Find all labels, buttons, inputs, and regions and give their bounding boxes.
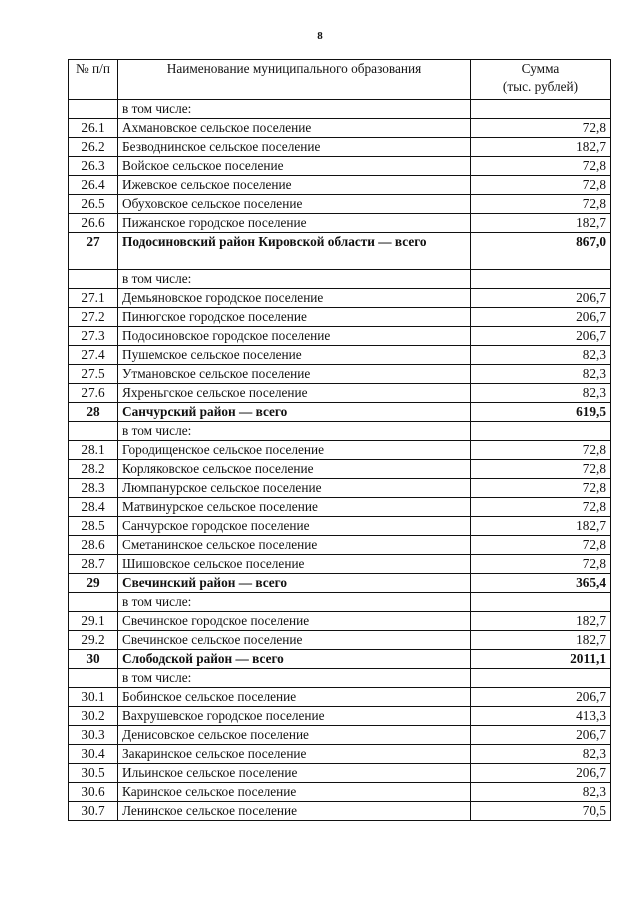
row-name: в том числе:	[118, 669, 471, 688]
table-row	[69, 157, 611, 176]
row-number: 26.3	[69, 157, 118, 176]
table-row	[69, 308, 611, 327]
row-name: Матвинурское сельское поселение	[118, 498, 471, 517]
row-sum: 82,3	[471, 783, 611, 802]
row-name: Закаринское сельское поселение	[118, 745, 471, 764]
table-row	[69, 745, 611, 764]
row-sum: 206,7	[471, 688, 611, 707]
row-name: Подосиновский район Кировской области — всего	[118, 233, 471, 270]
table-row	[69, 593, 611, 612]
table-row	[69, 422, 611, 441]
row-sum: 82,3	[471, 384, 611, 403]
row-name: Санчурский район — всего	[118, 403, 471, 422]
row-sum: 206,7	[471, 327, 611, 346]
row-number	[69, 669, 118, 688]
table-row	[69, 138, 611, 157]
table-row	[69, 574, 611, 593]
table-row	[69, 707, 611, 726]
row-number: 28.2	[69, 460, 118, 479]
row-sum: 72,8	[471, 498, 611, 517]
row-number: 30.5	[69, 764, 118, 783]
table-row	[69, 802, 611, 821]
row-sum	[471, 100, 611, 119]
row-name: в том числе:	[118, 422, 471, 441]
table-row	[69, 688, 611, 707]
row-number: 28.4	[69, 498, 118, 517]
row-number: 28.5	[69, 517, 118, 536]
table-row	[69, 289, 611, 308]
row-number: 29.2	[69, 631, 118, 650]
table-row	[69, 650, 611, 669]
row-number: 28.1	[69, 441, 118, 460]
row-sum: 72,8	[471, 555, 611, 574]
row-name: Городищенское сельское поселение	[118, 441, 471, 460]
row-name: Сметанинское сельское поселение	[118, 536, 471, 555]
row-number: 26.4	[69, 176, 118, 195]
row-number: 26.1	[69, 119, 118, 138]
row-number: 27.1	[69, 289, 118, 308]
table-row	[69, 479, 611, 498]
row-name: Санчурское городское поселение	[118, 517, 471, 536]
row-name: Безводнинское сельское поселение	[118, 138, 471, 157]
row-name: Вахрушевское городское поселение	[118, 707, 471, 726]
row-name: Пижанское городское поселение	[118, 214, 471, 233]
row-name: Ижевское сельское поселение	[118, 176, 471, 195]
table-row	[69, 403, 611, 422]
row-name: Обуховское сельское поселение	[118, 195, 471, 214]
table-row	[69, 536, 611, 555]
row-sum: 72,8	[471, 441, 611, 460]
row-name: в том числе:	[118, 593, 471, 612]
row-number: 27.6	[69, 384, 118, 403]
row-sum: 72,8	[471, 536, 611, 555]
row-sum	[471, 669, 611, 688]
row-number: 26.6	[69, 214, 118, 233]
table-row	[69, 555, 611, 574]
table-row	[69, 214, 611, 233]
row-number: 29	[69, 574, 118, 593]
row-sum: 867,0	[471, 233, 611, 270]
row-number	[69, 422, 118, 441]
header-sum-line2: (тыс. рублей)	[502, 79, 579, 94]
table-row	[69, 498, 611, 517]
table-row	[69, 270, 611, 289]
row-name: Шишовское сельское поселение	[118, 555, 471, 574]
row-number: 26.2	[69, 138, 118, 157]
table-row	[69, 441, 611, 460]
table-row	[69, 726, 611, 745]
row-sum: 206,7	[471, 289, 611, 308]
row-name: Ильинское сельское поселение	[118, 764, 471, 783]
row-number: 30.2	[69, 707, 118, 726]
row-number: 28.3	[69, 479, 118, 498]
row-sum: 365,4	[471, 574, 611, 593]
table-row	[69, 669, 611, 688]
row-number: 29.1	[69, 612, 118, 631]
row-sum: 82,3	[471, 346, 611, 365]
header-num: № п/п	[69, 60, 118, 100]
row-number: 30.7	[69, 802, 118, 821]
header-sum-line1: Сумма	[521, 61, 560, 76]
row-sum: 82,3	[471, 365, 611, 384]
table-row	[69, 100, 611, 119]
row-name: Свечинское городское поселение	[118, 612, 471, 631]
row-number: 27.3	[69, 327, 118, 346]
row-sum: 206,7	[471, 764, 611, 783]
row-sum: 619,5	[471, 403, 611, 422]
row-sum: 72,8	[471, 479, 611, 498]
row-name: Бобинское сельское поселение	[118, 688, 471, 707]
table-row	[69, 460, 611, 479]
row-number: 27.5	[69, 365, 118, 384]
row-sum: 72,8	[471, 460, 611, 479]
row-sum: 70,5	[471, 802, 611, 821]
row-number: 30.3	[69, 726, 118, 745]
table-header	[69, 60, 611, 100]
table-row	[69, 195, 611, 214]
row-sum: 82,3	[471, 745, 611, 764]
row-name: в том числе:	[118, 100, 471, 119]
row-sum	[471, 422, 611, 441]
row-name: Ахмановское сельское поселение	[118, 119, 471, 138]
header-sum	[471, 60, 611, 100]
table-row	[69, 365, 611, 384]
table-row	[69, 612, 611, 631]
table-row	[69, 327, 611, 346]
row-number: 27.2	[69, 308, 118, 327]
page-number: 8	[317, 30, 323, 42]
row-sum: 182,7	[471, 612, 611, 631]
row-name: Люмпанурское сельское поселение	[118, 479, 471, 498]
row-number	[69, 270, 118, 289]
row-sum: 72,8	[471, 157, 611, 176]
row-sum	[471, 593, 611, 612]
row-sum: 2011,1	[471, 650, 611, 669]
row-name: Подосиновское городское поселение	[118, 327, 471, 346]
row-sum: 182,7	[471, 631, 611, 650]
row-sum: 72,8	[471, 195, 611, 214]
row-number: 26.5	[69, 195, 118, 214]
row-number: 30	[69, 650, 118, 669]
row-number: 28.6	[69, 536, 118, 555]
row-name: Слободской район — всего	[118, 650, 471, 669]
row-name: Свечинский район — всего	[118, 574, 471, 593]
table-body	[69, 100, 611, 821]
row-number: 27.4	[69, 346, 118, 365]
row-name: в том числе:	[118, 270, 471, 289]
budget-table	[68, 59, 611, 821]
table-row	[69, 176, 611, 195]
row-name: Корляковское сельское поселение	[118, 460, 471, 479]
row-name: Пинюгское городское поселение	[118, 308, 471, 327]
row-sum	[471, 270, 611, 289]
row-name: Денисовское сельское поселение	[118, 726, 471, 745]
row-sum: 413,3	[471, 707, 611, 726]
table-row	[69, 764, 611, 783]
row-name: Пушемское сельское поселение	[118, 346, 471, 365]
row-sum: 72,8	[471, 176, 611, 195]
row-name: Свечинское сельское поселение	[118, 631, 471, 650]
row-number	[69, 593, 118, 612]
row-sum: 182,7	[471, 517, 611, 536]
header-name: Наименование муниципального образования	[118, 60, 471, 100]
row-name: Войское сельское поселение	[118, 157, 471, 176]
table-row	[69, 119, 611, 138]
row-number: 30.4	[69, 745, 118, 764]
table-row	[69, 783, 611, 802]
row-name: Ленинское сельское поселение	[118, 802, 471, 821]
table-row	[69, 233, 611, 270]
row-name: Утмановское сельское поселение	[118, 365, 471, 384]
row-name: Демьяновское городское поселение	[118, 289, 471, 308]
row-number: 30.6	[69, 783, 118, 802]
row-number	[69, 100, 118, 119]
row-number: 28	[69, 403, 118, 422]
row-name: Яхреньгское сельское поселение	[118, 384, 471, 403]
row-number: 28.7	[69, 555, 118, 574]
row-sum: 72,8	[471, 119, 611, 138]
table-row	[69, 346, 611, 365]
row-sum: 206,7	[471, 308, 611, 327]
row-name: Каринское сельское поселение	[118, 783, 471, 802]
row-sum: 206,7	[471, 726, 611, 745]
row-number: 27	[69, 233, 118, 270]
row-sum: 182,7	[471, 214, 611, 233]
row-sum: 182,7	[471, 138, 611, 157]
table-row	[69, 517, 611, 536]
table-row	[69, 631, 611, 650]
table-row	[69, 384, 611, 403]
row-number: 30.1	[69, 688, 118, 707]
